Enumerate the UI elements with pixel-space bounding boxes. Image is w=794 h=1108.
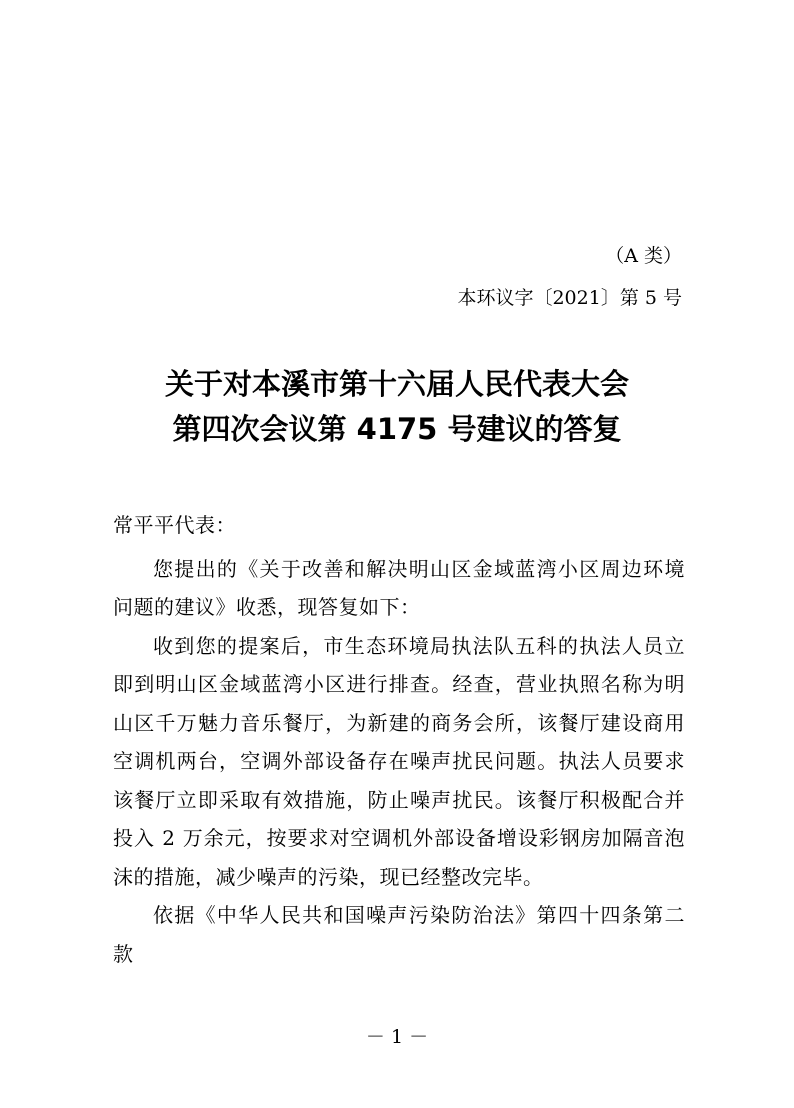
document-title bbox=[0, 362, 794, 452]
title-line-1: 关于对本溪市第十六届人民代表大会 bbox=[164, 367, 629, 401]
salutation: 常平平代表： bbox=[113, 513, 236, 537]
title-line-2: 第四次会议第 4175 号建议的答复 bbox=[172, 412, 622, 446]
paragraph-investigation: 收到您的提案后，市生态环境局执法队五科的执法人员立即到明山区金域蓝湾小区进行排查。经查，营业执照名称为明山区千万魅力音乐餐厅，为新建的商务会所，该餐厅建设商用空调机两台，空调外部设备存在噪声扰民问题。执法人员要求该餐厅立即采取有效措施，防止噪声扰民。该餐厅积极配合并投入 2 万余元，按要求对空调机外部设备增设彩钢房加隔音泡沫的措施，减少噪声的污染，现已经整改完毕。 bbox=[113, 633, 685, 889]
document-number: 本环议字〔2021〕第 5 号 bbox=[457, 287, 682, 309]
paragraph-legal-basis: 依据《中华人民共和国噪声污染防治法》第四十四条第二款 bbox=[113, 903, 685, 966]
document-body bbox=[113, 506, 685, 973]
paragraph-acknowledgement: 您提出的《关于改善和解决明山区金域蓝湾小区周边环境问题的建议》收悉，现答复如下： bbox=[113, 556, 685, 619]
page-number: － 1 － bbox=[365, 1026, 429, 1048]
document-category: （A 类） bbox=[605, 245, 682, 267]
